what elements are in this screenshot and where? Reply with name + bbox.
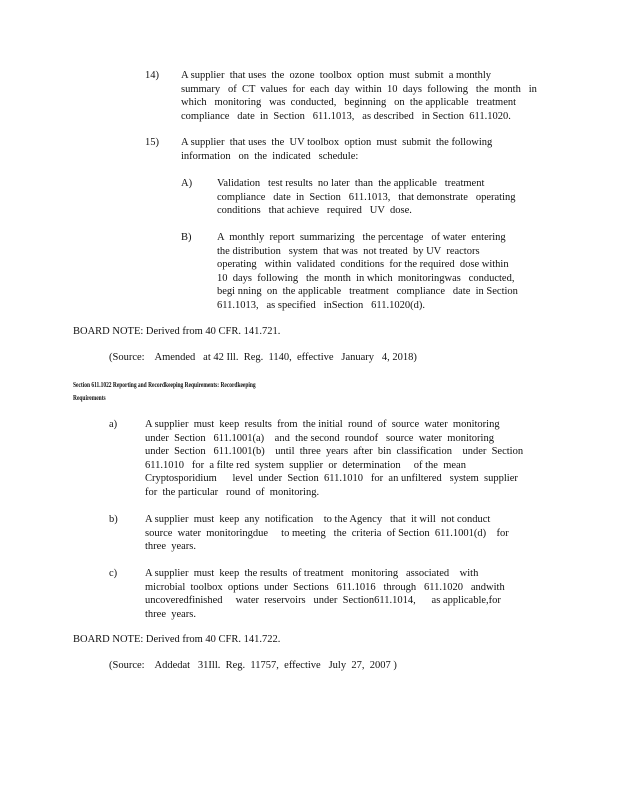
item-letter: a) [109,419,118,430]
source-note: (Source: Amended at 42 Ill. Reg. 1140, effective January 4, 2018) [109,352,417,363]
item-number: 15) [145,137,159,148]
subitem-letter: B) [181,232,192,243]
item-text: A supplier must keep any notification to the Agency that it will not conduct source water monitoringdue to meeting the criteria of Section 611.1001(d) for three years. [145,514,509,553]
subitem-text: Validation test results no later than the applicable treatment compliance date in Section 611.1013, that demonstrate operating conditions that achieve required UV dose. [217,178,516,217]
subitem-text: A monthly report summarizing the percentage of water entering the distribution system that was not treated by UV reactors operating within validated conditions for the required dose within 10 days following the month in which monitoringwas conducted, begi nning on the applicable treatment compliance date in Section 611.1013, as specified inSection 611.1020(d). [217,232,518,311]
item-text: A supplier must keep the results of treatment monitoring associated with microbial toolbox options under Sections 611.1016 through 611.1020 andwith uncoveredfinished water reservoirs under Section611.1014, as applicable,for three years. [145,568,505,620]
item-text: A supplier must keep results from the initial round of source water monitoring under Section 611.1001(a) and the second roundof source water monitoring under Section 611.1001(b) until three years after bin classification under Section 611.1010 for a filte red system supplier or determination of the mean Cryptosporidium level under Section 611.1010 for an unfiltered system supplier for the particular round of monitoring. [145,419,524,498]
item-text: A supplier that uses the UV toolbox option must submit the following information on the indicated schedule: [181,137,493,162]
item-letter: b) [109,514,118,525]
item-letter: c) [109,568,118,579]
board-note: BOARD NOTE: Derived from 40 CFR. 141.722. [73,634,281,645]
board-note: BOARD NOTE: Derived from 40 CFR. 141.721. [73,326,281,337]
section-heading: Section 611.1022 Reporting and Recordkeeping Requirements: Recordkeeping [73,381,256,389]
item-number: 14) [145,70,159,81]
subitem-letter: A) [181,178,193,189]
source-note: (Source: Addedat 31Ill. Reg. 11757, effective July 27, 2007 ) [109,660,397,671]
section-heading-continued: Requirements [73,394,106,402]
item-text: A supplier that uses the ozone toolbox option must submit a monthly summary of CT values for each day within 10 days following the month in which monitoring was conducted, beginning on the applicable treatment compliance date in Section 611.1013, as described in Section 611.1020. [181,70,537,122]
